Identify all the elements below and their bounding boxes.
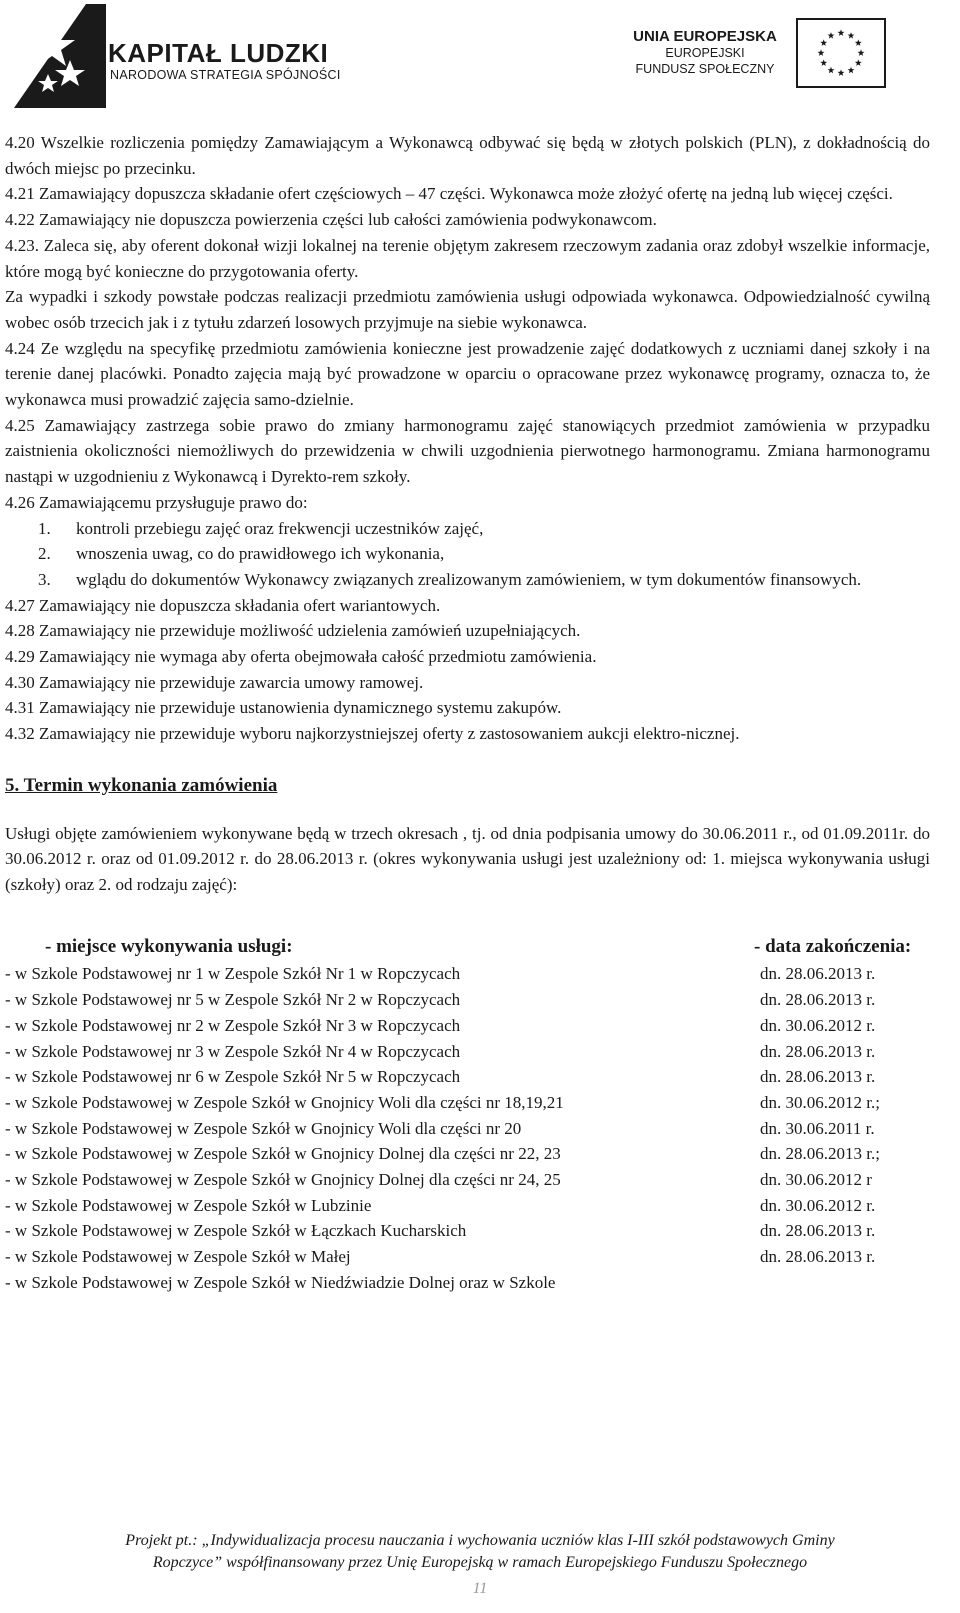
end-date-cell: dn. 30.06.2012 r. (760, 1015, 876, 1035)
end-date-cell (754, 1270, 930, 1296)
list-item-number: 3. (38, 569, 51, 589)
column-header-place: - miejsce wykonywania usługi: (45, 935, 293, 957)
section-5-heading: 5. Termin wykonania zamówienia (5, 774, 278, 796)
location-cell: - w Szkole Podstawowej nr 2 w Zespole Szkół Nr 3 w Ropczycach (5, 1015, 461, 1035)
location-cell: - w Szkole Podstawowej nr 5 w Zespole Szkół Nr 2 w Ropczycach (5, 990, 461, 1010)
section-5-intro: Usługi objęte zamówieniem wykonywane będą w trzech okresach , tj. od dnia podpisania umowy do 30.06.2011 r., od 01.09.2011r. do 30.06.2012 r. oraz od 01.09.2012 r. do 28.06.2013 r. (okres wykonywania usługi jest uzależniony od: 1. miejsca wykonywania usługi (szkoły) oraz 2. od rodzaju zajęć): (5, 823, 930, 894)
paragraph-4-20: 4.20 Wszelkie rozliczenia pomiędzy Zamawiającym a Wykonawcą odbywać się będą w złotych polskich (PLN), z dokładnością do dwóch miejsc po przecinku. (5, 133, 930, 178)
list-item-text: wnoszenia uwag, co do prawidłowego ich wykonania, (76, 544, 445, 564)
paragraph-liability: Za wypadki i szkody powstałe podczas realizacji przedmiotu zamówienia usługi odpowiada wykonawca. Odpowiedzialność cywilną wobec osób trzecich jak i z tytułu zdarzeń losowych przyjmuje na siebie wykonawca. (5, 287, 930, 332)
paragraph-4-21: 4.21 Zamawiający dopuszcza składanie ofert częściowych – 47 części. Wykonawca może złożyć ofertę na jedną lub więcej części. (5, 184, 893, 204)
list-item-number: 1. (38, 518, 51, 538)
list-item-number: 2. (38, 544, 51, 564)
paragraph-4-26: 4.26 Zamawiającemu przysługuje prawo do: (5, 492, 308, 512)
table-row (5, 987, 930, 1013)
end-date-cell: dn. 28.06.2013 r. (760, 1221, 876, 1241)
table-row (5, 1141, 930, 1167)
footer-line-2: Ropczyce” współfinansowany przez Unię Europejską w ramach Europejskiego Funduszu Społecznego (152, 1554, 808, 1571)
table-header-row (5, 934, 930, 962)
end-date-cell: dn. 28.06.2013 r. (760, 964, 876, 984)
location-cell: - w Szkole Podstawowej w Zespole Szkół w Łączkach Kucharskich (5, 1221, 467, 1241)
paragraph-4-31: 4.31 Zamawiający nie przewiduje ustanowienia dynamicznego systemu zakupów. (5, 698, 562, 718)
end-date-cell: dn. 28.06.2013 r. (760, 1041, 876, 1061)
list-item (5, 541, 930, 567)
list-item (5, 567, 930, 593)
table-row (5, 961, 930, 987)
location-cell: - w Szkole Podstawowej w Zespole Szkół w Gnojnicy Woli dla części nr 20 (5, 1118, 522, 1138)
page-footer (0, 1530, 960, 1574)
page-number: 11 (472, 1580, 488, 1597)
rights-list (5, 516, 930, 593)
table-row (5, 1090, 930, 1116)
paragraph-4-28: 4.28 Zamawiający nie przewiduje możliwość udzielenia zamówień uzupełniających. (5, 621, 581, 641)
end-date-cell: dn. 28.06.2013 r. (760, 1247, 876, 1267)
kl-subtitle: NARODOWA STRATEGIA SPÓJNOŚCI (110, 68, 341, 82)
location-cell: - w Szkole Podstawowej w Zespole Szkół w Niedźwiadzie Dolnej oraz w Szkole (5, 1272, 556, 1292)
location-cell: - w Szkole Podstawowej w Zespole Szkół w Gnojnicy Dolnej dla części nr 22, 23 (5, 1144, 561, 1164)
table-row (5, 1167, 930, 1193)
paragraph-4-30: 4.30 Zamawiający nie przewiduje zawarcia umowy ramowej. (5, 672, 424, 692)
table-row (5, 1013, 930, 1039)
table-row (5, 1218, 930, 1244)
end-date-cell: dn. 28.06.2013 r. (760, 1067, 876, 1087)
eu-label-line3: FUNDUSZ SPOŁECZNY (635, 62, 775, 76)
location-cell: - w Szkole Podstawowej w Zespole Szkół w Gnojnicy Dolnej dla części nr 24, 25 (5, 1170, 561, 1190)
paragraph-4-24: 4.24 Ze względu na specyfikę przedmiotu zamówienia konieczne jest prowadzenie zajęć dodatkowych z uczniami danej szkoły i na terenie danej placówki. Ponadto zajęcia mają być prowadzone w oparciu o opracowane przez wykonawcę programy, oznacza to, że wykonawca musi prowadzić zajęcia samo-dzielnie. (5, 338, 930, 410)
end-date-cell: dn. 30.06.2012 r. (760, 1195, 876, 1215)
paragraph-4-29: 4.29 Zamawiający nie wymaga aby oferta obejmowała całość przedmiotu zamówienia. (5, 647, 597, 667)
paragraph-4-23: 4.23. Zaleca się, aby oferent dokonał wizji lokalnej na terenie objętym zakresem rzeczowym zadania oraz zdobył wszelkie informacje, które mogą być konieczne do przygotowania oferty. (5, 235, 930, 281)
page-header (0, 0, 960, 118)
eu-label-line2: EUROPEJSKI (665, 46, 745, 60)
document-body (5, 130, 930, 1296)
table-row (5, 1244, 930, 1270)
locations-table-body (5, 961, 930, 1295)
location-cell: - w Szkole Podstawowej w Zespole Szkół w Małej (5, 1247, 351, 1267)
end-date-cell: dn. 30.06.2012 r.; (760, 1092, 880, 1112)
list-item (5, 516, 930, 542)
paragraph-4-25: 4.25 Zamawiający zastrzega sobie prawo do zmiany harmonogramu zajęć stanowiących przedmiot zamówienia w przypadku zaistnienia okoliczności niemożliwych do przewidzenia w chwili uzgodnienia pierwotnego harmonogramu. Zmiana harmonogramu nastąpi w uzgodnieniu z Wykonawcą i Dyrekto-rem szkoły. (5, 415, 930, 487)
end-date-cell: dn. 30.06.2011 r. (760, 1118, 875, 1138)
list-item-text: kontroli przebiegu zajęć oraz frekwencji uczestników zajęć, (76, 518, 484, 538)
eu-label-line1: UNIA EUROPEJSKA (633, 28, 777, 45)
eu-flag-icon (796, 18, 886, 88)
list-item-text: wglądu do dokumentów Wykonawcy związanych zrealizowanym zamówieniem, w tym dokumentów finansowych. (76, 569, 862, 589)
footer-line-1: Projekt pt.: „Indywidualizacja procesu nauczania i wychowania uczniów klas I-III szkół podstawowych Gminy (125, 1532, 835, 1549)
location-cell: - w Szkole Podstawowej w Zespole Szkół w Lubzinie (5, 1195, 372, 1215)
end-date-cell: dn. 28.06.2013 r. (760, 990, 876, 1010)
paragraph-4-27: 4.27 Zamawiający nie dopuszcza składania ofert wariantowych. (5, 595, 441, 615)
locations-table (5, 934, 930, 1296)
location-cell: - w Szkole Podstawowej nr 3 w Zespole Szkół Nr 4 w Ropczycach (5, 1041, 461, 1061)
table-row (5, 1064, 930, 1090)
table-row (5, 1270, 930, 1296)
location-cell: - w Szkole Podstawowej nr 6 w Zespole Szkół Nr 5 w Ropczycach (5, 1067, 461, 1087)
paragraph-4-32: 4.32 Zamawiający nie przewiduje wyboru najkorzystniejszej oferty z zastosowaniem aukcji elektro-nicznej. (5, 724, 740, 744)
eu-label (630, 28, 780, 77)
column-header-date: - data zakończenia: (754, 935, 912, 957)
location-cell: - w Szkole Podstawowej nr 1 w Zespole Szkół Nr 1 w Ropczycach (5, 964, 461, 984)
location-cell: - w Szkole Podstawowej w Zespole Szkół w Gnojnicy Woli dla części nr 18,19,21 (5, 1092, 564, 1112)
table-row (5, 1193, 930, 1219)
kl-title: KAPITAŁ LUDZKI (108, 38, 329, 68)
table-row (5, 1116, 930, 1142)
paragraph-4-22: 4.22 Zamawiający nie dopuszcza powierzenia części lub całości zamówienia podwykonawcom. (5, 210, 657, 230)
end-date-cell: dn. 30.06.2012 r (760, 1170, 872, 1190)
end-date-cell: dn. 28.06.2013 r.; (760, 1144, 880, 1164)
table-row (5, 1039, 930, 1065)
